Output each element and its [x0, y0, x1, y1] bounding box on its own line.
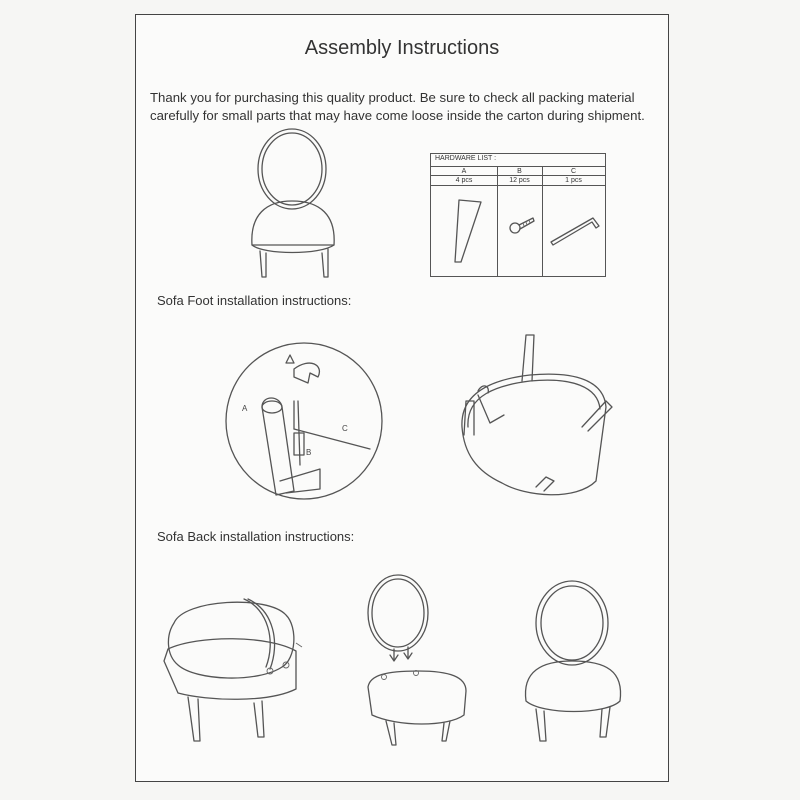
hardware-letter-b: B	[517, 168, 522, 175]
screw-icon	[507, 212, 537, 236]
page-title: Assembly Instructions	[304, 37, 500, 59]
hardware-qty-b: 12 pcs	[509, 177, 530, 184]
hardware-letter-a: A	[461, 168, 467, 175]
sofa-back-heading: Sofa Back installation instructions:	[157, 529, 355, 544]
hardware-list	[430, 153, 606, 277]
allen-key-icon	[547, 204, 603, 248]
hardware-qty-c: 1 pcs	[565, 177, 582, 184]
seat-underside-illustration	[456, 331, 636, 507]
callout-b: B	[306, 448, 312, 457]
back-step-3-illustration	[512, 575, 642, 753]
callout-c: C	[342, 424, 348, 433]
instruction-sheet	[135, 14, 669, 782]
foot-detail-illustration	[224, 341, 384, 501]
hardware-list-title: HARDWARE LIST :	[435, 155, 497, 162]
back-step-1-illustration	[158, 585, 308, 747]
back-step-2-illustration	[358, 571, 478, 751]
sofa-foot-heading: Sofa Foot installation instructions:	[157, 293, 352, 308]
hardware-letter-c: C	[570, 168, 577, 175]
intro-paragraph: Thank you for purchasing this quality product. Be sure to check all packing material carefully for small parts that may have come loose inside the carton during shipment.	[150, 90, 645, 123]
chair-overview-illustration	[244, 117, 354, 287]
hardware-qty-a: 4 pcs	[455, 177, 473, 184]
tapered-leg-icon	[441, 196, 485, 266]
callout-a: A	[242, 404, 248, 413]
